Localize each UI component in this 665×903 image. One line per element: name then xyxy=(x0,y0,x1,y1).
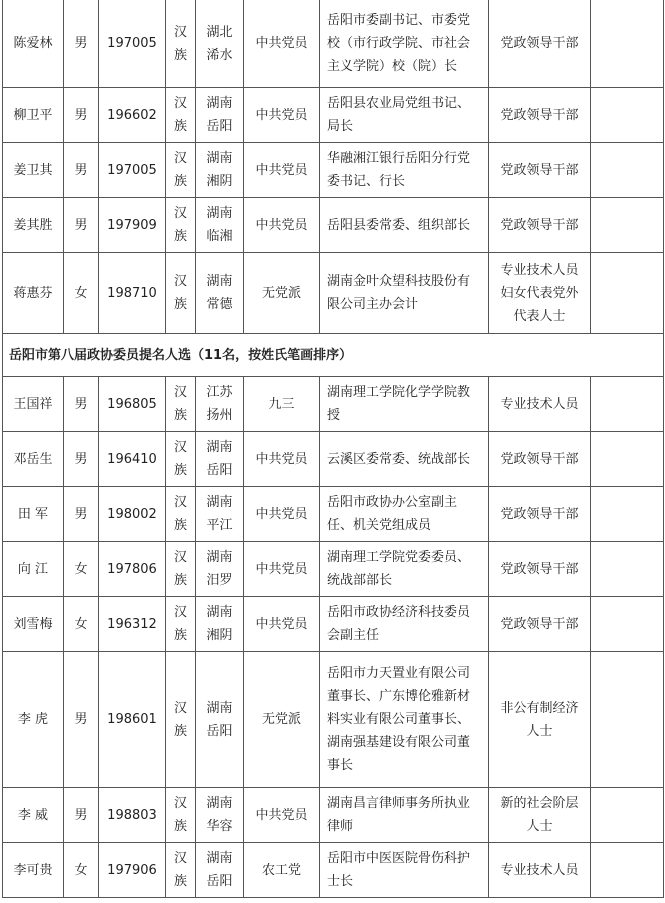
party-cell: 中共党员 xyxy=(244,143,320,198)
notes-cell xyxy=(591,487,664,542)
table-row xyxy=(3,253,664,334)
origin-cell: 湖南 岳阳 xyxy=(196,432,244,487)
birth-cell: 197005 xyxy=(99,143,166,198)
notes-cell xyxy=(591,143,664,198)
position-cell: 岳阳市力天置业有限公司 董事长、广东博伦雅新材 料实业有限公司董事长、 湖南强基建设有限公司董 事长 xyxy=(320,652,489,788)
category-cell: 新的社会阶层 人士 xyxy=(489,788,591,843)
birth-cell: 197909 xyxy=(99,198,166,253)
gender-cell: 男 xyxy=(64,377,99,432)
birth-cell: 198002 xyxy=(99,487,166,542)
birth-cell: 196602 xyxy=(99,88,166,143)
name-cell: 王国祥 xyxy=(3,377,64,432)
notes-cell xyxy=(591,542,664,597)
category-cell: 专业技术人员 xyxy=(489,843,591,898)
category-cell: 专业技术人员 妇女代表党外 代表人士 xyxy=(489,253,591,334)
name-cell: 田 军 xyxy=(3,487,64,542)
origin-cell: 湖南 临湘 xyxy=(196,198,244,253)
origin-cell: 湖北 浠水 xyxy=(196,0,244,88)
origin-cell: 江苏 扬州 xyxy=(196,377,244,432)
gender-cell: 男 xyxy=(64,487,99,542)
position-cell: 湖南理工学院化学学院教 授 xyxy=(320,377,489,432)
table-body-top xyxy=(3,0,664,334)
category-cell: 党政领导干部 xyxy=(489,88,591,143)
birth-cell: 197806 xyxy=(99,542,166,597)
category-cell: 党政领导干部 xyxy=(489,597,591,652)
position-cell: 湖南昌言律师事务所执业 律师 xyxy=(320,788,489,843)
gender-cell: 女 xyxy=(64,597,99,652)
ethnicity-cell: 汉 族 xyxy=(166,487,196,542)
notes-cell xyxy=(591,843,664,898)
ethnicity-cell: 汉 族 xyxy=(166,143,196,198)
name-cell: 向 江 xyxy=(3,542,64,597)
party-cell: 中共党员 xyxy=(244,432,320,487)
position-cell: 岳阳市委副书记、市委党 校（市行政学院、市社会 主义学院）校（院）长 xyxy=(320,0,489,88)
gender-cell: 男 xyxy=(64,432,99,487)
origin-cell: 湖南 平江 xyxy=(196,487,244,542)
name-cell: 刘雪梅 xyxy=(3,597,64,652)
position-cell: 岳阳市政协办公室副主 任、机关党组成员 xyxy=(320,487,489,542)
name-cell: 姜卫其 xyxy=(3,143,64,198)
origin-cell: 湖南 岳阳 xyxy=(196,88,244,143)
table-row xyxy=(3,432,664,487)
origin-cell: 湖南 岳阳 xyxy=(196,843,244,898)
gender-cell: 男 xyxy=(64,143,99,198)
notes-cell xyxy=(591,0,664,88)
birth-cell: 198710 xyxy=(99,253,166,334)
position-cell: 云溪区委常委、统战部长 xyxy=(320,432,489,487)
party-cell: 无党派 xyxy=(244,652,320,788)
section-title: 岳阳市第八届政协委员提名人选（11名，按姓氏笔画排序） xyxy=(3,334,664,377)
table-row xyxy=(3,652,664,788)
name-cell: 陈爱林 xyxy=(3,0,64,88)
party-cell: 中共党员 xyxy=(244,542,320,597)
ethnicity-cell: 汉 族 xyxy=(166,652,196,788)
notes-cell xyxy=(591,253,664,334)
party-cell: 中共党员 xyxy=(244,788,320,843)
ethnicity-cell: 汉 族 xyxy=(166,597,196,652)
position-cell: 湖南理工学院党委委员、 统战部部长 xyxy=(320,542,489,597)
category-cell: 党政领导干部 xyxy=(489,432,591,487)
position-cell: 湖南金叶众望科技股份有 限公司主办会计 xyxy=(320,253,489,334)
ethnicity-cell: 汉 族 xyxy=(166,88,196,143)
name-cell: 李 虎 xyxy=(3,652,64,788)
party-cell: 九三 xyxy=(244,377,320,432)
category-cell: 专业技术人员 xyxy=(489,377,591,432)
category-cell: 党政领导干部 xyxy=(489,542,591,597)
section-header xyxy=(3,334,664,377)
gender-cell: 男 xyxy=(64,0,99,88)
party-cell: 中共党员 xyxy=(244,198,320,253)
gender-cell: 女 xyxy=(64,542,99,597)
table-row xyxy=(3,597,664,652)
birth-cell: 197005 xyxy=(99,0,166,88)
table-row xyxy=(3,377,664,432)
gender-cell: 男 xyxy=(64,652,99,788)
category-cell: 党政领导干部 xyxy=(489,0,591,88)
position-cell: 华融湘江银行岳阳分行党 委书记、行长 xyxy=(320,143,489,198)
table-row xyxy=(3,88,664,143)
notes-cell xyxy=(591,198,664,253)
table-body-bottom xyxy=(3,377,664,898)
ethnicity-cell: 汉 族 xyxy=(166,542,196,597)
origin-cell: 湖南 常德 xyxy=(196,253,244,334)
notes-cell xyxy=(591,88,664,143)
table-row xyxy=(3,0,664,88)
party-cell: 无党派 xyxy=(244,253,320,334)
party-cell: 中共党员 xyxy=(244,88,320,143)
origin-cell: 湖南 汨罗 xyxy=(196,542,244,597)
category-cell: 党政领导干部 xyxy=(489,198,591,253)
notes-cell xyxy=(591,652,664,788)
table-row xyxy=(3,487,664,542)
gender-cell: 女 xyxy=(64,843,99,898)
category-cell: 党政领导干部 xyxy=(489,487,591,542)
ethnicity-cell: 汉 族 xyxy=(166,788,196,843)
birth-cell: 198803 xyxy=(99,788,166,843)
birth-cell: 198601 xyxy=(99,652,166,788)
gender-cell: 男 xyxy=(64,198,99,253)
ethnicity-cell: 汉 族 xyxy=(166,843,196,898)
ethnicity-cell: 汉 族 xyxy=(166,377,196,432)
candidate-table xyxy=(2,0,664,898)
birth-cell: 197906 xyxy=(99,843,166,898)
category-cell: 党政领导干部 xyxy=(489,143,591,198)
party-cell: 农工党 xyxy=(244,843,320,898)
ethnicity-cell: 汉 族 xyxy=(166,432,196,487)
party-cell: 中共党员 xyxy=(244,487,320,542)
position-cell: 岳阳县农业局党组书记、 局长 xyxy=(320,88,489,143)
gender-cell: 男 xyxy=(64,88,99,143)
table-row xyxy=(3,843,664,898)
birth-cell: 196312 xyxy=(99,597,166,652)
table-row xyxy=(3,788,664,843)
name-cell: 李 威 xyxy=(3,788,64,843)
gender-cell: 男 xyxy=(64,788,99,843)
name-cell: 邓岳生 xyxy=(3,432,64,487)
name-cell: 柳卫平 xyxy=(3,88,64,143)
position-cell: 岳阳县委常委、组织部长 xyxy=(320,198,489,253)
origin-cell: 湖南 湘阴 xyxy=(196,597,244,652)
gender-cell: 女 xyxy=(64,253,99,334)
category-cell: 非公有制经济 人士 xyxy=(489,652,591,788)
position-cell: 岳阳市中医医院骨伤科护 士长 xyxy=(320,843,489,898)
name-cell: 李可贵 xyxy=(3,843,64,898)
ethnicity-cell: 汉 族 xyxy=(166,198,196,253)
origin-cell: 湖南 湘阴 xyxy=(196,143,244,198)
name-cell: 姜其胜 xyxy=(3,198,64,253)
table-row xyxy=(3,143,664,198)
ethnicity-cell: 汉 族 xyxy=(166,253,196,334)
notes-cell xyxy=(591,432,664,487)
position-cell: 岳阳市政协经济科技委员 会副主任 xyxy=(320,597,489,652)
notes-cell xyxy=(591,597,664,652)
name-cell: 蒋惠芬 xyxy=(3,253,64,334)
table-row xyxy=(3,542,664,597)
party-cell: 中共党员 xyxy=(244,597,320,652)
table-row xyxy=(3,198,664,253)
notes-cell xyxy=(591,788,664,843)
origin-cell: 湖南 华容 xyxy=(196,788,244,843)
ethnicity-cell: 汉 族 xyxy=(166,0,196,88)
origin-cell: 湖南 岳阳 xyxy=(196,652,244,788)
notes-cell xyxy=(591,377,664,432)
party-cell: 中共党员 xyxy=(244,0,320,88)
birth-cell: 196410 xyxy=(99,432,166,487)
birth-cell: 196805 xyxy=(99,377,166,432)
